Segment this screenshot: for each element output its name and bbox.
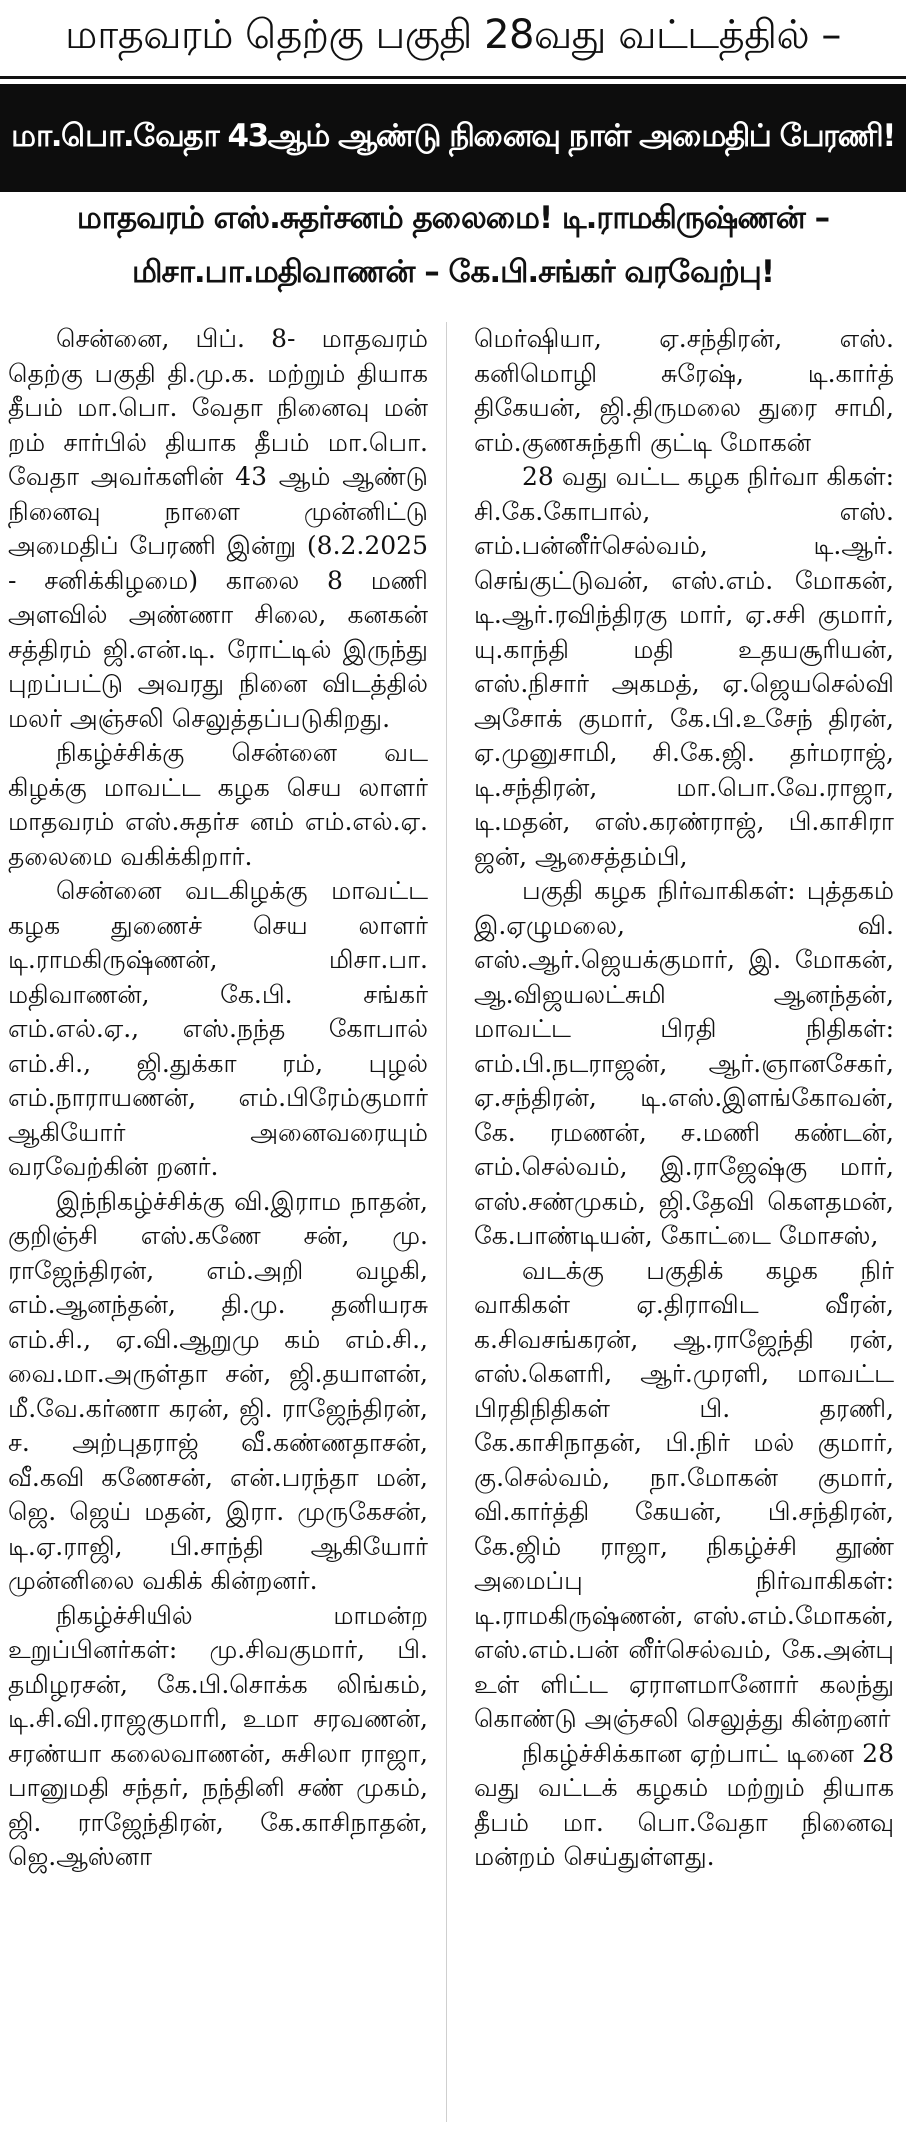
- headline: மா.பொ.வேதா 43ஆம் ஆண்டு நினைவு நாள் அமைதிப் பேரணி!: [0, 84, 906, 192]
- paragraph: நிகழ்ச்சியில் மாமன்ற உறுப்பினர்கள்: மு.சிவகுமார், பி. தமிழரசன், கே.பி.சொக்க லிங்கம், டி.சி.வி.ராஜகுமாரி, உமா சரவணன், சரண்யா கலைவாணன், சுசிலா ராஜா, பானுமதி சந்தர், நந்தினி சண் முகம், ஜி. ராஜேந்திரன், கே.காசிநாதன், ஜெ.ஆஸ்னா: [8, 1600, 428, 1871]
- kicker-rule: [0, 76, 906, 79]
- paragraph: மெர்ஷியா, ஏ.சந்திரன், எஸ். கனிமொழி சுரேஷ், டி.கார்த் திகேயன், ஜி.திருமலை துரை சாமி, எம்.குணசுந்தரி குட்டி மோகன்: [474, 324, 894, 457]
- article-column-right: [474, 322, 894, 2127]
- paragraph: 28 வது வட்ட கழக நிர்வா கிகள்: சி.கே.கோபால், எஸ். எம்.பன்னீர்செல்வம், டி.ஆர். செங்குட்டுவன், எஸ்.எம். மோகன், டி.ஆர்.ரவிந்திரகு மார், ஏ.சசி குமார், யு.காந்தி மதி உதயசூரியன், எஸ்.நிசார் அகமத், ஏ.ஜெயசெல்வி அசோக் குமார், கே.பி.உசேந் திரன், ஏ.முனுசாமி, சி.கே.ஜி. தர்மராஜ், டி.சந்திரன், மா.பொ.வே.ராஜா, டி.மதன், எஸ்.கரண்ராஜ், பி.காசிரா ஜன், ஆசைத்தம்பி,: [474, 462, 894, 871]
- paragraph: நிகழ்ச்சிக்கான ஏற்பாட் டினை 28 வது வட்டக் கழகம் மற்றும் தியாக தீபம் மா. பொ.வேதா நினைவு மன்றம் செய்துள்ளது.: [474, 1738, 894, 1871]
- column-divider: [446, 322, 447, 2122]
- subhead-line-1: மாதவரம் எஸ்.சுதர்சனம் தலைமை! டி.ராமகிருஷ்ணன் –: [76, 200, 830, 236]
- paragraph: பகுதி கழக நிர்வாகிகள்: புத்தகம் இ.ஏழுமலை, வி. எஸ்.ஆர்.ஜெயக்குமார், இ. மோகன், ஆ.விஜயலட்சுமி ஆனந்தன், மாவட்ட பிரதி நிதிகள்: எம்.பி.நடராஜன், ஆர்.ஞானசேகர், ஏ.சந்திரன், டி.எஸ்.இளங்கோவன், கே. ரமணன், ச.மணி கண்டன், எம்.செல்வம், இ.ராஜேஷ்கு மார், எஸ்.சண்முகம், ஜி.தேவி கௌதமன், கே.பாண்டியன், கோட்டை மோசஸ்,: [474, 876, 894, 1250]
- paragraph: சென்னை வடகிழக்கு மாவட்ட கழக துணைச் செய லாளர் டி.ராமகிருஷ்ணன், மிசா.பா. மதிவாணன், கே.பி. சங்கர் எம்.எல்.ஏ., எஸ்.நந்த கோபால் எம்.சி., ஜி.துக்கா ரம், புழல் எம்.நாராயணன், எம்.பிரேம்குமார் ஆகியோர் அனைவரையும் வரவேற்கின் றனர்.: [8, 876, 428, 1181]
- paragraph: நிகழ்ச்சிக்கு சென்னை வட கிழக்கு மாவட்ட கழக செய லாளர் மாதவரம் எஸ்.சுதர்ச னம் எம்.எல்.ஏ. தலைமை வகிக்கிறார்.: [8, 738, 428, 871]
- paragraph: வடக்கு பகுதிக் கழக நிர் வாகிகள் ஏ.திராவிட வீரன், க.சிவசங்கரன், ஆ.ராஜேந்தி ரன், எஸ்.கௌரி, ஆர்.முரளி, மாவட்ட பிரதிநிதிகள் பி. தரணி, கே.காசிநாதன், பி.நிர் மல் குமார், கு.செல்வம், நா.மோகன் குமார், வி.கார்த்தி கேயன், பி.சந்திரன், கே.ஜிம் ராஜா, நிகழ்ச்சி தூண் அமைப்பு நிர்வாகிகள்: டி.ராமகிருஷ்ணன், எஸ்.எம்.மோகன், எஸ்.எம்.பன் னீர்செல்வம், கே.அன்பு உள் ளிட்ட ஏராளமானோர் கலந்து கொண்டு அஞ்சலி செலுத்து கின்றனர்: [474, 1255, 894, 1733]
- paragraph: சென்னை, பிப். 8- மாதவரம் தெற்கு பகுதி தி.மு.க. மற்றும் தியாக தீபம் மா.பொ. வேதா நினைவு மன் றம் சார்பில் தியாக தீபம் மா.பொ. வேதா அவர்களின் 43 ஆம் ஆண்டு நினைவு நாளை முன்னிட்டு அமைதிப் பேரணி இன்று (8.2.2025 - சனிக்கிழமை) காலை 8 மணி அளவில் அண்ணா சிலை, கனகன் சத்திரம் ஜி.என்.டி. ரோட்டில் இருந்து புறப்பட்டு அவரது நினை விடத்தில் மலர் அஞ்சலி செலுத்தப்படுகிறது.: [8, 324, 428, 733]
- subhead-line-2: மிசா.பா.மதிவாணன் – கே.பி.சங்கர் வரவேற்பு!: [132, 254, 774, 290]
- paragraph: இந்நிகழ்ச்சிக்கு வி.இராம நாதன், குறிஞ்சி எஸ்.கணே சன், மு. ராஜேந்திரன், எம்.அறி வழகி, எம்.ஆனந்தன், தி.மு. தனியரசு எம்.சி., ஏ.வி.ஆறுமு கம் எம்.சி., வை.மா.அருள்தா சன், ஜி.தயாளன், மீ.வே.கர்ணா கரன், ஜி. ராஜேந்திரன், ச. அற்புதராஜ் வீ.கண்ணதாசன், வீ.கவி கணேசன், என்.பரந்தா மன், ஜெ. ஜெய் மதன், இரா. முருகேசன், டி.ஏ.ராஜி, பி.சாந்தி ஆகியோர் முன்னிலை வகிக் கின்றனர்.: [8, 1186, 428, 1595]
- article-column-left: [8, 322, 428, 2127]
- kicker-line: மாதவரம் தெற்கு பகுதி 28வது வட்டத்தில் –: [65, 11, 841, 58]
